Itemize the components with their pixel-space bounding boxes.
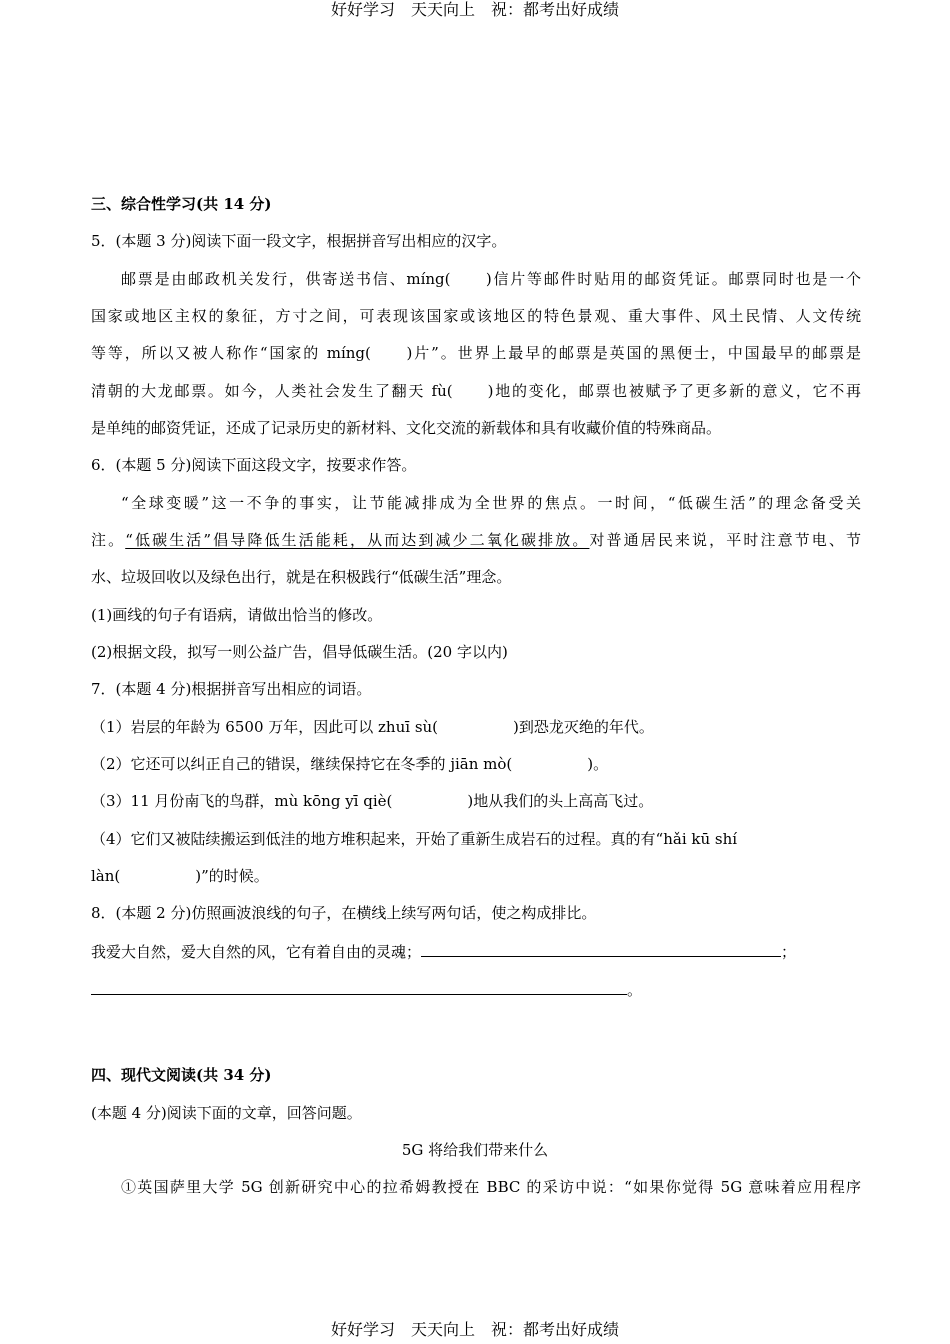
q7-item-4: （4）它们又被陆续搬运到低洼的地方堆积起来，开始了重新生成岩石的过程。真的有“hǎi kū shí xyxy=(91,830,738,848)
q7-item-2: （2）它还可以纠正自己的错误，继续保持它在冬季的 jiān mò( )。 xyxy=(91,755,609,773)
q6-underlined-sentence: “低碳生活”倡导降低生活能耗，从而达到减少二氧化碳排放。 xyxy=(125,531,590,549)
q8-title: 8．(本题 2 分)仿照画波浪线的句子，在横线上续写两句话，使之构成排比。 xyxy=(91,904,597,922)
q6-line-2-end: 对普通居民来说，平时注意节电、节 xyxy=(589,531,861,549)
page-footer: 好好学习 天天向上 祝：都考出好成绩 xyxy=(330,1320,619,1339)
q7-title: 7．(本题 4 分)根据拼音写出相应的词语。 xyxy=(91,680,372,698)
q7-item-4-cont: làn( )”的时候。 xyxy=(91,867,269,885)
q5-line-1: 邮票是由邮政机关发行，供寄送书信、míng( )信片等邮件时贴用的邮资凭证。邮票同时也是一个 xyxy=(121,270,861,288)
q5-line-3: 等等，所以又被人称作“国家的 míng( )片”。世界上最早的邮票是英国的黑便士，中国最早的邮票是 xyxy=(91,344,861,362)
q7-item-1: （1）岩层的年龄为 6500 万年，因此可以 zhuī sù( )到恐龙灭绝的年代。 xyxy=(91,718,654,736)
q9-intro: (本题 4 分)阅读下面的文章，回答问题。 xyxy=(91,1104,362,1122)
q7-item-3: （3）11 月份南飞的鸟群，mù kōng yī qiè( )地从我们的头上高高飞过。 xyxy=(91,792,654,810)
q6-line-2-start: 注。 xyxy=(91,531,126,549)
q6-line-3: 水、垃圾回收以及绿色出行，就是在积极践行“低碳生活”理念。 xyxy=(91,568,512,586)
q8-model-sentence: 我爱大自然，爱大自然的风，它有着自由的灵魂； xyxy=(91,943,422,961)
q5-line-4: 清朝的大龙邮票。如今，人类社会发生了翻天 fù( )地的变化，邮票也被赋予了更多新的意义，它不再 xyxy=(91,382,861,400)
q8-prompt-line xyxy=(91,940,861,963)
q8-separator: ； xyxy=(781,943,797,961)
section-3-title: 三、综合性学习(共 14 分) xyxy=(91,195,272,213)
q6-line-2 xyxy=(91,529,861,551)
q6-sub-2: (2)根据文段，拟写一则公益广告，倡导低碳生活。(20 字以内) xyxy=(91,643,508,661)
q8-answer-blank-2[interactable] xyxy=(91,978,627,995)
q5-title: 5．(本题 3 分)阅读下面一段文字，根据拼音写出相应的汉字。 xyxy=(91,232,507,250)
article-paragraph-1: ①英国萨里大学 5G 创新研究中心的拉希姆教授在 BBC 的采访中说：“如果你觉得 5G 意味着应用程序 xyxy=(121,1178,861,1196)
section-4-title: 四、现代文阅读(共 34 分) xyxy=(91,1066,272,1084)
q6-line-1: “全球变暖”这一不争的事实，让节能减排成为全世界的焦点。一时间，“低碳生活”的理念备受关 xyxy=(121,494,861,512)
q8-answer-blank-1[interactable] xyxy=(421,940,781,957)
q5-line-2: 国家或地区主权的象征，方寸之间，可表现该国家或该地区的特色景观、重大事件、风土民情、人文传统 xyxy=(91,307,861,325)
article-title: 5G 将给我们带来什么 xyxy=(401,1141,549,1159)
q6-title: 6．(本题 5 分)阅读下面这段文字，按要求作答。 xyxy=(91,456,417,474)
q6-sub-1: (1)画线的句子有语病，请做出恰当的修改。 xyxy=(91,606,383,624)
q8-end-mark: 。 xyxy=(627,981,643,999)
q5-line-5: 是单纯的邮资凭证，还成了记录历史的新材料、文化交流的新载体和具有收藏价值的特殊商品。 xyxy=(91,419,722,437)
q8-answer-line-2 xyxy=(91,978,861,1001)
page-header: 好好学习 天天向上 祝：都考出好成绩 xyxy=(330,0,619,19)
